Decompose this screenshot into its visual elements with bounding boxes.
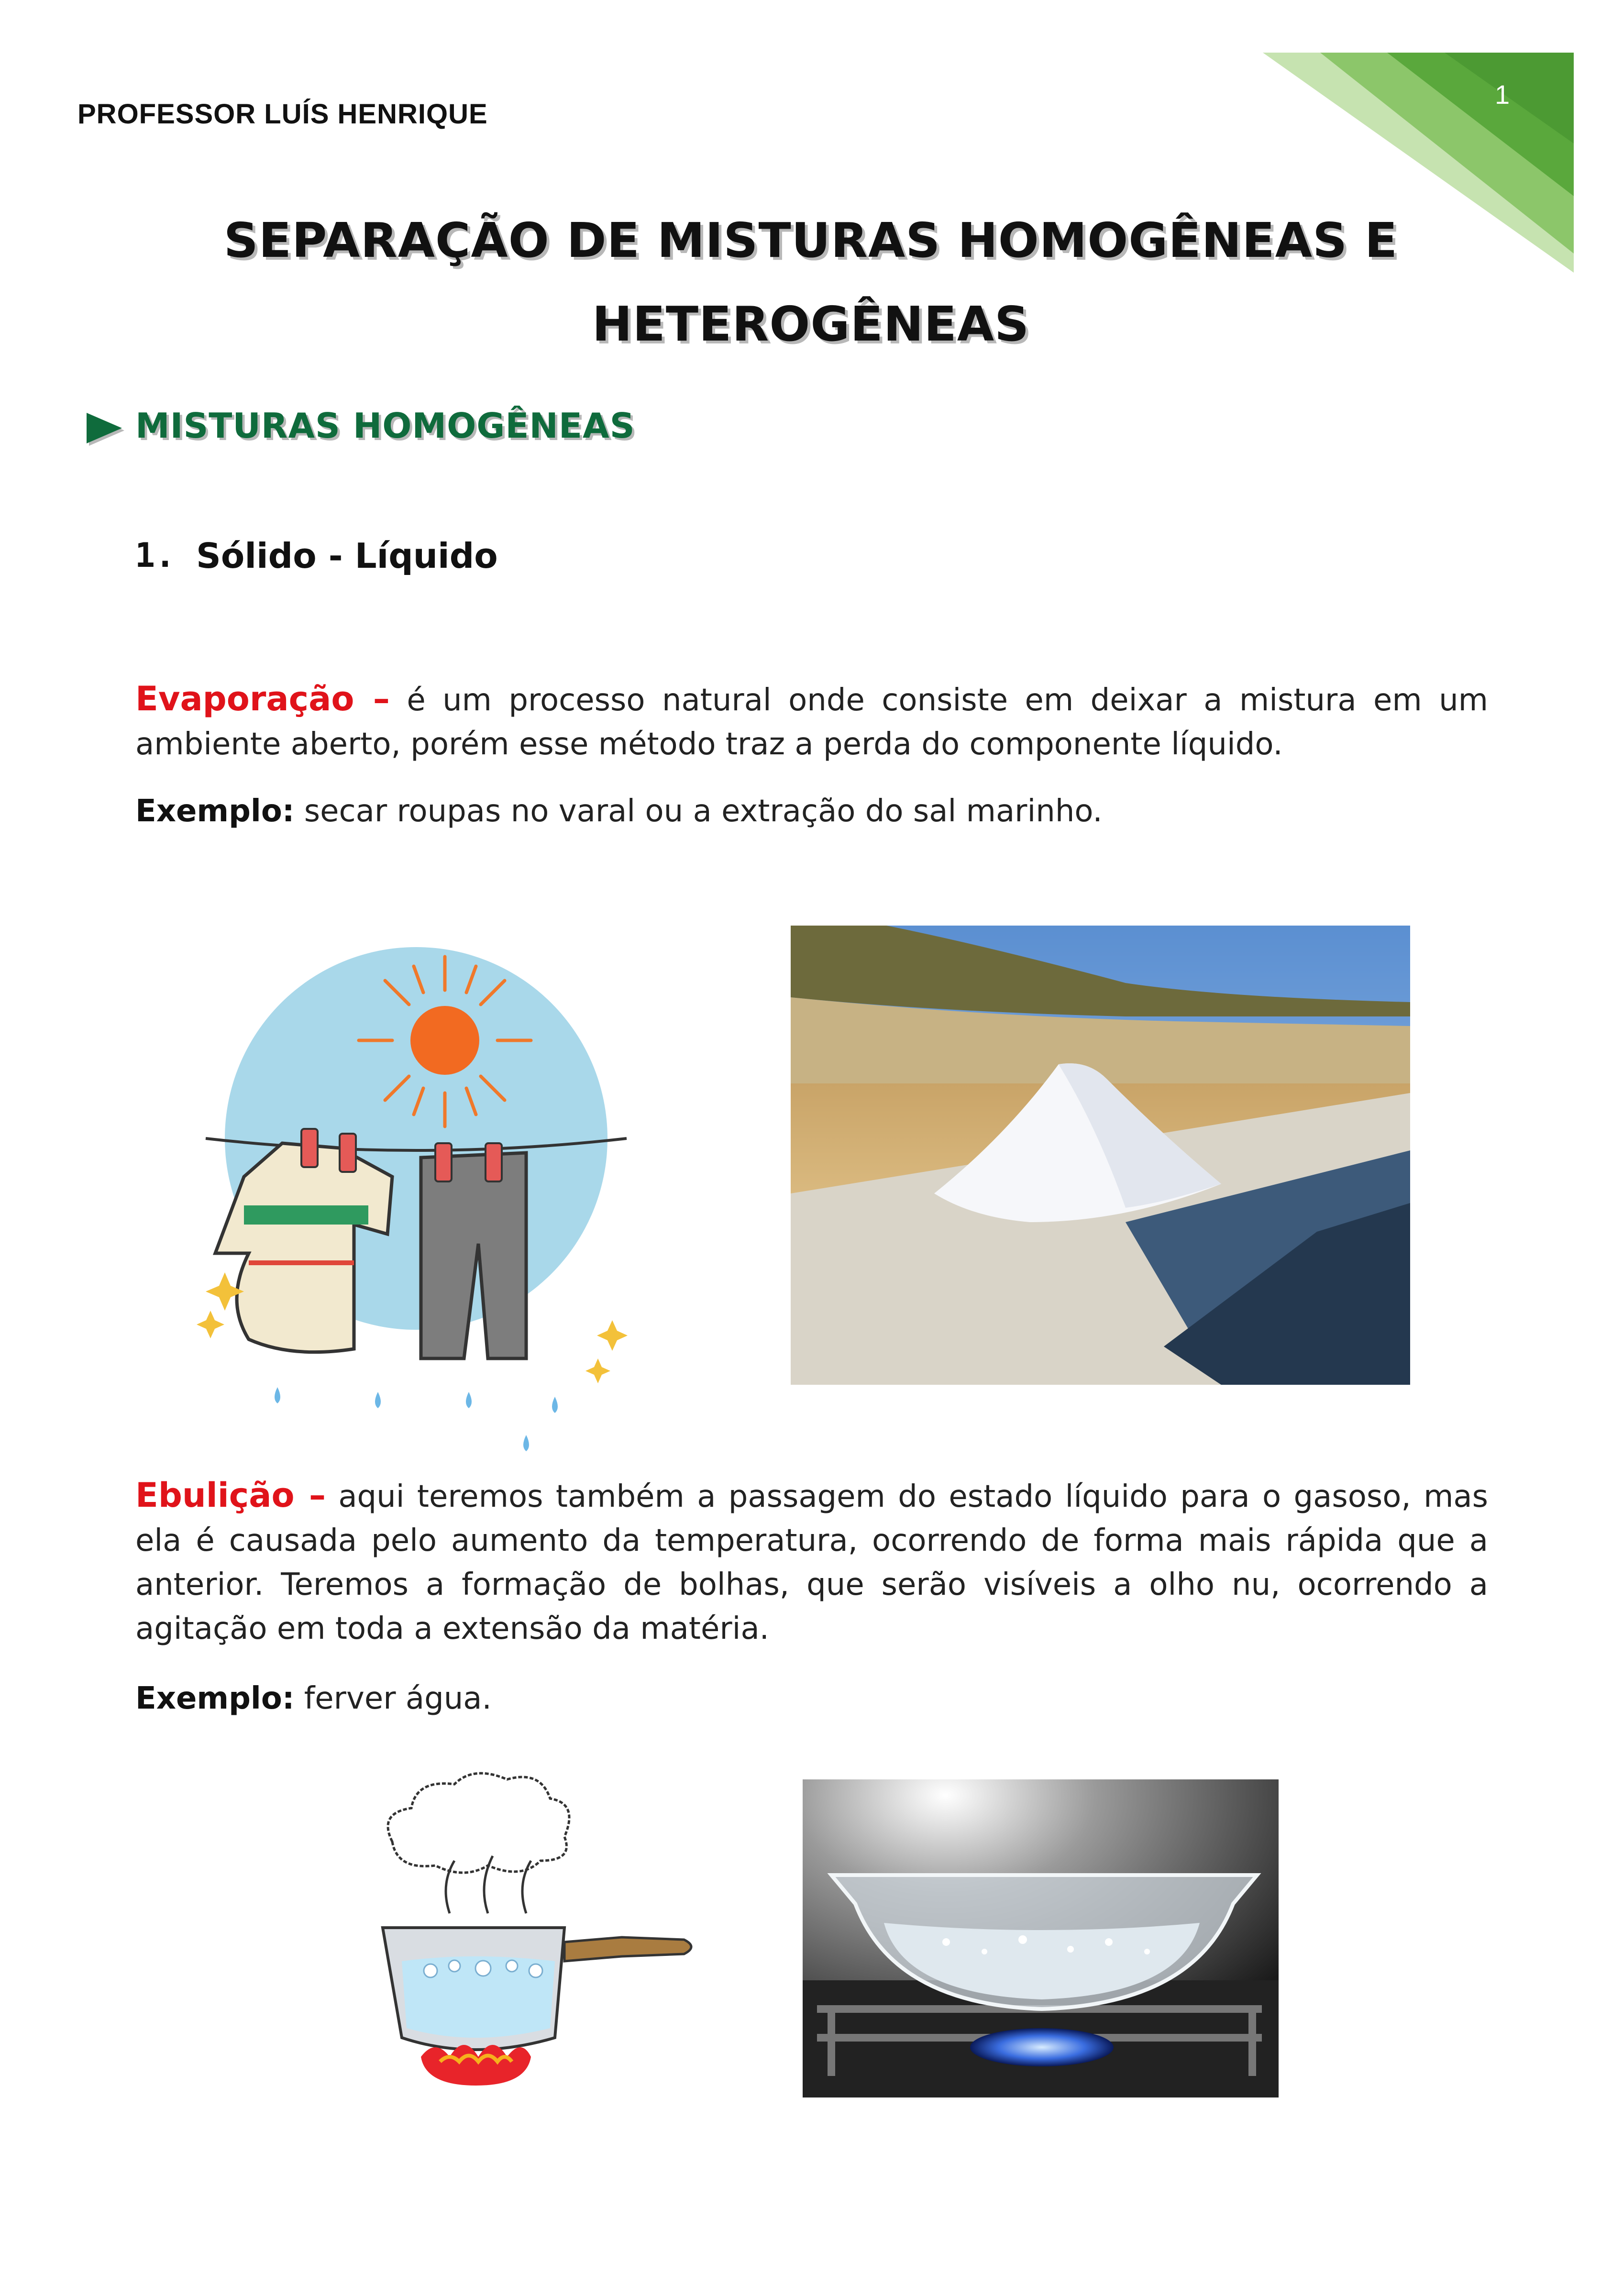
play-arrow-icon <box>84 409 127 447</box>
clothesline-illustration <box>196 938 674 1468</box>
salt-pile-photo <box>791 926 1410 1385</box>
glass-bowl-on-stove-photo <box>803 1779 1279 2097</box>
evaporacao-term: Evaporação – <box>135 679 390 718</box>
evaporacao-paragraph <box>135 677 1488 766</box>
ebulicao-term: Ebulição – <box>135 1476 326 1515</box>
example-text: secar roupas no varal ou a extração do sal marinho. <box>294 794 1103 829</box>
evaporacao-example <box>135 789 1488 833</box>
section-title: MISTURAS HOMOGÊNEAS <box>135 406 635 446</box>
ebulicao-text: aqui teremos também a passagem do estado líquido para o gasoso, mas ela é causada pelo aumento da temperatura, ocorrendo de forma mais rápida que a anterior. Teremos a formação de bolhas, que serão visíveis a olho nu, ocorrendo a agitação em toda a extensão da matéria. <box>135 1479 1488 1646</box>
boiling-pot-illustration <box>373 1770 708 2105</box>
subsection-number: 1. <box>135 536 176 575</box>
ebulicao-paragraph <box>135 1473 1488 1651</box>
page-title-line-1: SEPARAÇÃO DE MISTURAS HOMOGÊNEAS E <box>223 212 1398 268</box>
example-label: Exemplo: <box>135 1681 295 1716</box>
author-header: PROFESSOR LUÍS HENRIQUE <box>77 99 488 130</box>
page-title <box>96 199 1526 366</box>
evaporacao-text: é um processo natural onde consiste em deixar a mistura em um ambiente aberto, porém esse método traz a perda do componente líquido. <box>135 683 1488 762</box>
subsection-title: Sólido - Líquido <box>196 536 498 576</box>
page-title-line-2: HETEROGÊNEAS <box>592 296 1030 352</box>
page-number: 1 <box>1495 79 1510 110</box>
example-label: Exemplo: <box>135 794 295 829</box>
example-text: ferver água. <box>294 1681 492 1716</box>
ebulicao-example <box>135 1677 1488 1721</box>
